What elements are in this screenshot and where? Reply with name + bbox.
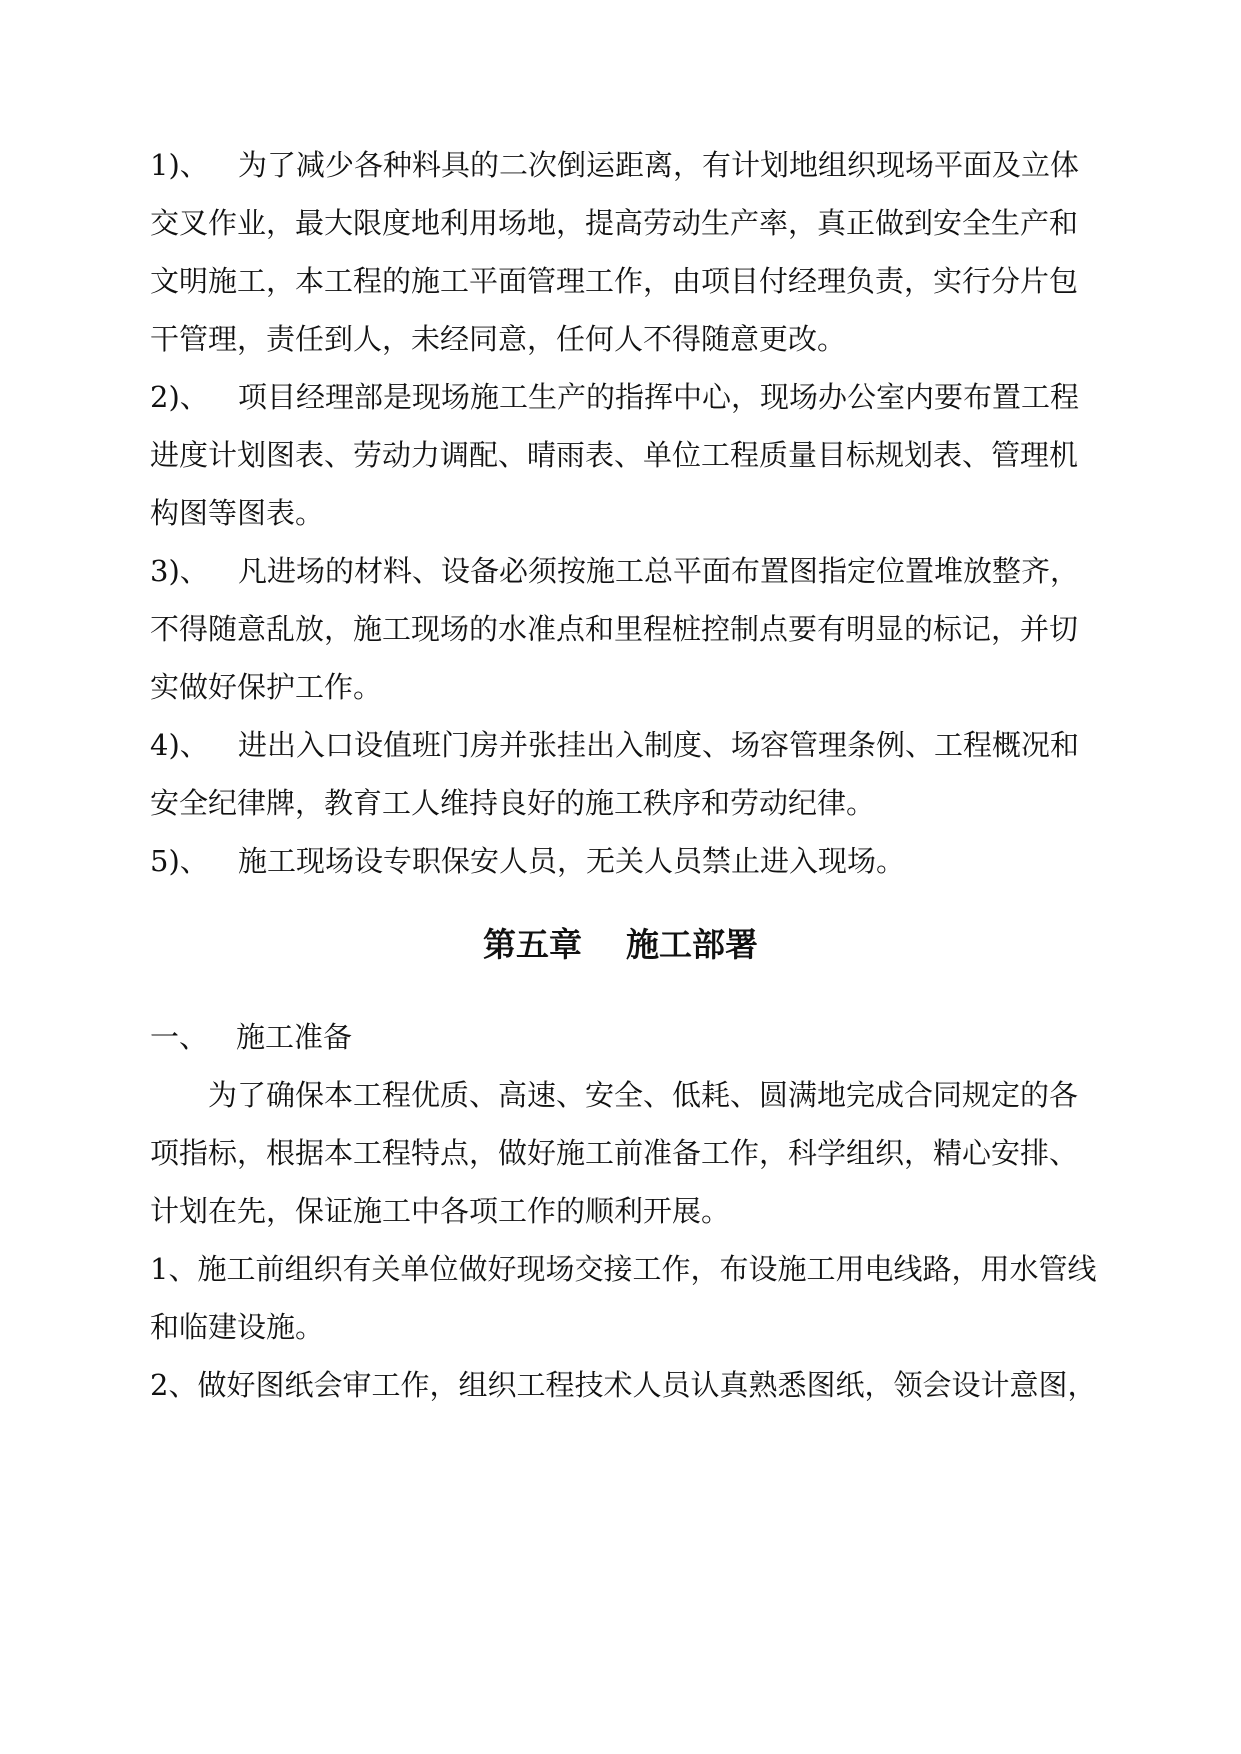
list-item-2-line-3: 构图等图表。 [150,496,325,530]
chapter-title: 施工部署 [626,925,758,964]
section-marker: 一、 [150,1020,209,1054]
list-item-3-marker: 3)、 [150,554,209,588]
list-item-5-marker: 5)、 [150,844,209,878]
list-item-1-marker: 1)、 [150,148,209,182]
list-item-2-line-1 [150,377,1100,417]
list-item-5-line-1 [150,841,1100,881]
intro-line-2: 项指标，根据本工程特点，做好施工前准备工作，科学组织，精心安排、 [150,1136,1079,1170]
list-item-4-marker: 4)、 [150,728,209,762]
list-item-4-text: 进出入口设值班门房并张挂出入制度、场容管理条例、工程概况和 [238,728,1080,762]
list-item-3-line-1 [150,551,1100,591]
intro-line-1: 为了确保本工程优质、高速、安全、低耗、圆满地完成合同规定的各 [208,1078,1079,1112]
list-item-3-text: 凡进场的材料、设备必须按施工总平面布置图指定位置堆放整齐， [238,554,1080,588]
section-heading [150,1017,1100,1057]
list-item-4-line-2: 安全纪律牌，教育工人维持良好的施工秩序和劳动纪律。 [150,786,876,820]
list-item-1-line-4: 干管理，责任到人，未经同意，任何人不得随意更改。 [150,322,847,356]
list-item-2-marker: 2)、 [150,380,209,414]
list-item-3-line-2: 不得随意乱放，施工现场的水准点和里程桩控制点要有明显的标记，并切 [150,612,1079,646]
list-item-1-line-1 [150,145,1100,185]
list-item-1-text: 为了减少各种料具的二次倒运距离，有计划地组织现场平面及立体 [238,148,1080,182]
section-title: 施工准备 [236,1020,353,1054]
list-item-4-line-1 [150,725,1100,765]
list-item-3-line-3: 实做好保护工作。 [150,670,383,704]
list-item-1-line-2: 交叉作业，最大限度地利用场地，提高劳动生产率，真正做到安全生产和 [150,206,1079,240]
chapter-number: 第五章 [483,925,582,964]
prep-item-2-line-1: 2、做好图纸会审工作，组织工程技术人员认真熟悉图纸，领会设计意图， [150,1368,1097,1402]
list-item-1-line-3: 文明施工，本工程的施工平面管理工作，由项目付经理负责，实行分片包 [150,264,1079,298]
list-item-5-text: 施工现场设专职保安人员，无关人员禁止进入现场。 [238,844,906,878]
prep-item-1-line-2: 和临建设施。 [150,1310,325,1344]
list-item-2-text: 项目经理部是现场施工生产的指挥中心，现场办公室内要布置工程 [238,380,1080,414]
chapter-heading [0,923,1241,967]
prep-item-1-line-1: 1、施工前组织有关单位做好现场交接工作，布设施工用电线路，用水管线 [150,1252,1097,1286]
intro-line-3: 计划在先，保证施工中各项工作的顺利开展。 [150,1194,731,1228]
list-item-2-line-2: 进度计划图表、劳动力调配、晴雨表、单位工程质量目标规划表、管理机 [150,438,1079,472]
